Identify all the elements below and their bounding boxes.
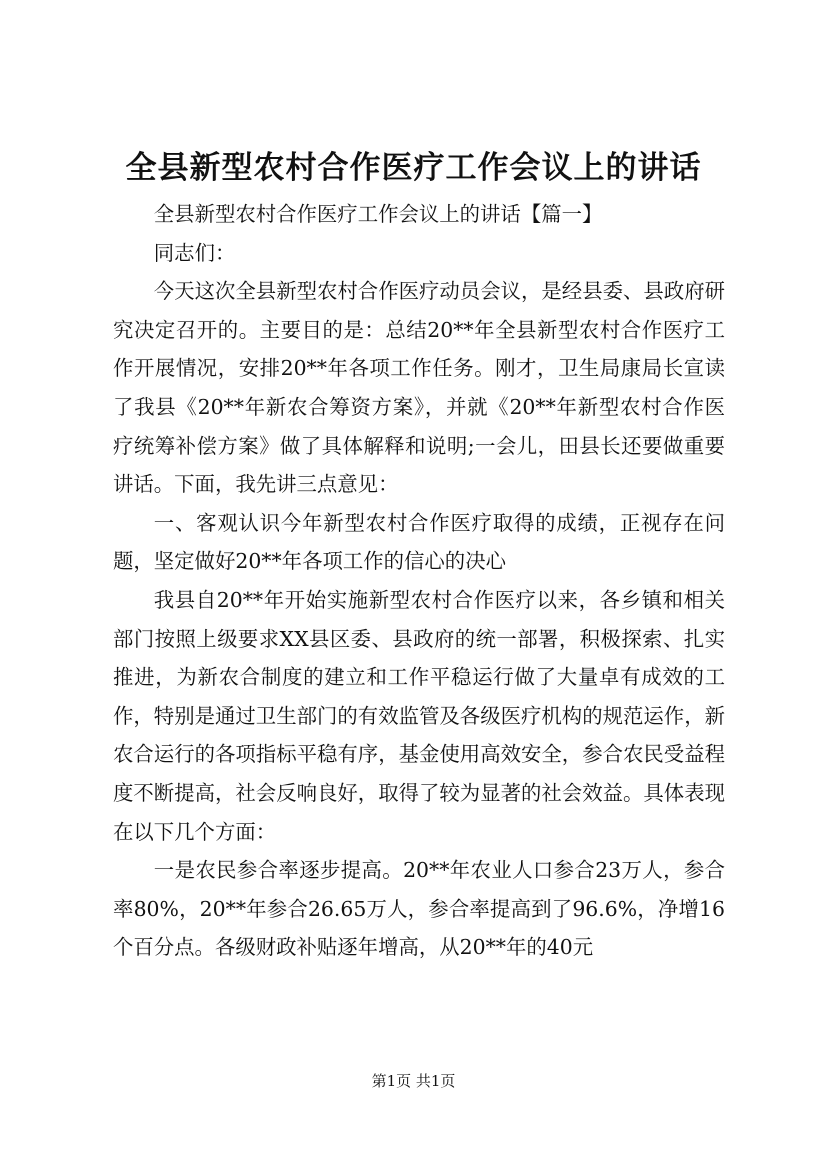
body-paragraph: 今天这次全县新型农村合作医疗动员会议，是经县委、县政府研究决定召开的。主要目的是：总结20**年全县新型农村合作医疗工作开展情况，安排20**年各项工作任务。刚才，卫生局康局长宣读了我县《20**年新农合筹资方案》，并就《20**年新型农村合作医疗统筹补偿方案》做了具体解释和说明;一会儿，田县长还要做重要讲话。下面，我先讲三点意见： bbox=[113, 279, 725, 497]
document-title: 全县新型农村合作医疗工作会议上的讲话 bbox=[125, 150, 702, 186]
document-body bbox=[113, 195, 725, 967]
body-paragraph: 我县自20**年开始实施新型农村合作医疗以来，各乡镇和相关部门按照上级要求XX县区委、县政府的统一部署，积极探索、扎实推进，为新农合制度的建立和工作平稳运行做了大量卓有成效的工作，特别是通过卫生部门的有效监管及各级医疗机构的规范运作，新农合运行的各项指标平稳有序，基金使用高效安全，参合农民受益程度不断提高，社会反响良好，取得了较为显著的社会效益。具体表现在以下几个方面： bbox=[113, 587, 725, 844]
page-footer: 第1页 共1页 bbox=[371, 1072, 456, 1090]
section-heading: 全县新型农村合作医疗工作会议上的讲话【篇一】 bbox=[153, 202, 603, 226]
salutation-paragraph: 同志们： bbox=[153, 240, 236, 265]
body-paragraph: 一是农民参合率逐步提高。20**年农业人口参合23万人，参合率80%，20**年参合26.65万人，参合率提高到了96.6%，净增16个百分点。各级财政补贴逐年增高，从20**年的40元 bbox=[113, 858, 725, 960]
body-paragraph: 一、客观认识今年新型农村合作医疗取得的成绩，正视存在问题，坚定做好20**年各项工作的信心的决心 bbox=[113, 510, 725, 574]
